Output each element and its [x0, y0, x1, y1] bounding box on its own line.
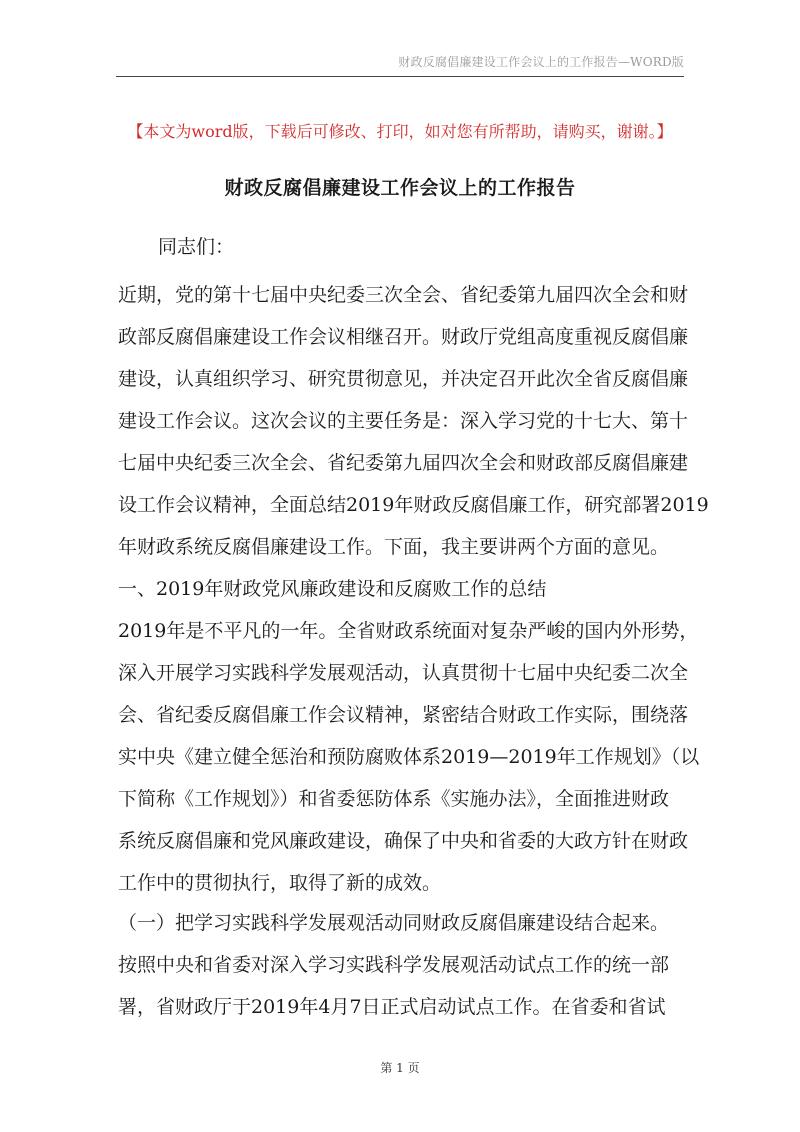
body-line: 系统反腐倡廉和党风廉政建设，确保了中央和省委的大政方针在财政 [118, 830, 689, 852]
body-line: 工作中的贯彻执行，取得了新的成效。 [118, 872, 442, 894]
body-line: 七届中央纪委三次全会、省纪委第九届四次全会和财政部反腐倡廉建 [118, 452, 689, 474]
body-line: 实中央《建立健全惩治和预防腐败体系2019—2019年工作规划》（以 [118, 746, 700, 768]
body-line: 年财政系统反腐倡廉建设工作。下面，我主要讲两个方面的意见。 [118, 536, 670, 558]
body-line: 政部反腐倡廉建设工作会议相继召开。财政厅党组高度重视反腐倡廉 [118, 326, 689, 348]
salutation: 同志们： [158, 236, 235, 258]
body-line: 设工作会议精神，全面总结2019年财政反腐倡廉工作，研究部署2019 [118, 494, 709, 516]
body-line: 深入开展学习实践科学发展观活动，认真贯彻十七届中央纪委二次全 [118, 662, 689, 684]
running-header: 财政反腐倡廉建设工作会议上的工作报告—WORD版 [398, 55, 684, 69]
subsection-heading: （一）把学习实践科学发展观活动同财政反腐倡廉建设结合起来。 [118, 912, 670, 934]
section-heading: 一、2019年财政党风廉政建设和反腐败工作的总结 [118, 578, 547, 600]
document-title: 财政反腐倡廉建设工作会议上的工作报告 [224, 177, 576, 199]
body-line: 建设工作会议。这次会议的主要任务是：深入学习党的十七大、第十 [118, 410, 689, 432]
download-notice: 【本文为word版，下载后可修改、打印，如对您有所帮助，请购买，谢谢。】 [127, 122, 673, 141]
body-line: 署，省财政厅于2019年4月7日正式启动试点工作。在省委和省试 [118, 996, 666, 1018]
body-line: 2019年是不平凡的一年。全省财政系统面对复杂严峻的国内外形势， [118, 620, 699, 642]
body-line: 建设，认真组织学习、研究贯彻意见，并决定召开此次全省反腐倡廉 [118, 368, 689, 390]
page-number: 第 1 页 [380, 1061, 420, 1075]
body-line: 近期，党的第十七届中央纪委三次全会、省纪委第九届四次全会和财 [118, 284, 689, 306]
body-line: 会、省纪委反腐倡廉工作会议精神，紧密结合财政工作实际，围绕落 [118, 704, 689, 726]
body-line: 下简称《工作规划》）和省委惩防体系《实施办法》，全面推进财政 [118, 788, 670, 810]
body-line: 按照中央和省委对深入学习实践科学发展观活动试点工作的统一部 [118, 954, 670, 976]
header-rule [116, 76, 684, 77]
